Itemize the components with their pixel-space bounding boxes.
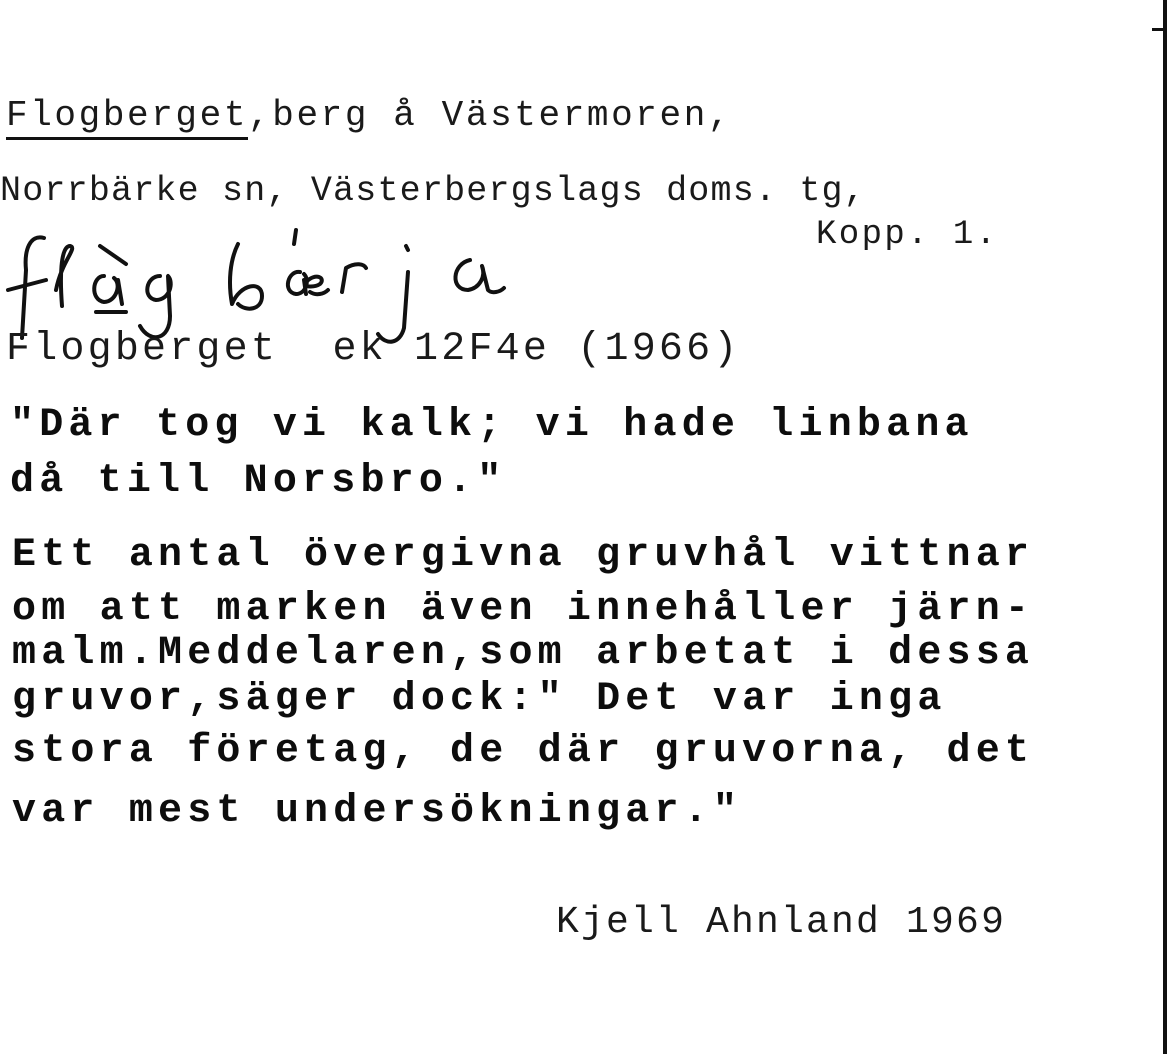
paragraph-line-3: malm.Meddelaren,som arbetat i dessa: [12, 631, 1035, 676]
parish-line: Norrbärke sn, Västerbergslags doms. tg,: [0, 171, 866, 211]
quote-line-1: "Där tog vi kalk; vi hade linbana: [10, 403, 974, 448]
paragraph-line-6: var mest undersökningar.": [12, 789, 743, 834]
place-name-heading: Flogberget: [6, 95, 248, 140]
heading-line: [6, 95, 733, 136]
paragraph-line-1: Ett antal övergivna gruvhål vittnar: [12, 533, 1035, 578]
paragraph-line-2: om att marken även innehåller järn-: [12, 587, 1035, 632]
heading-description: ,berg å Västermoren,: [248, 95, 733, 136]
paragraph-line-4: gruvor,säger dock:" Det var inga: [12, 677, 947, 722]
signature: Kjell Ahnland 1969: [556, 901, 1007, 944]
card-right-edge: [1163, 0, 1167, 1054]
map-reference: Flogberget ek 12F4e (1966): [6, 327, 741, 372]
card-edge-mark: [1152, 28, 1164, 31]
kopp-reference: Kopp. 1.: [816, 216, 999, 254]
paragraph-line-5: stora företag, de där gruvorna, det: [12, 729, 1035, 774]
quote-line-2: då till Norsbro.": [10, 459, 507, 504]
